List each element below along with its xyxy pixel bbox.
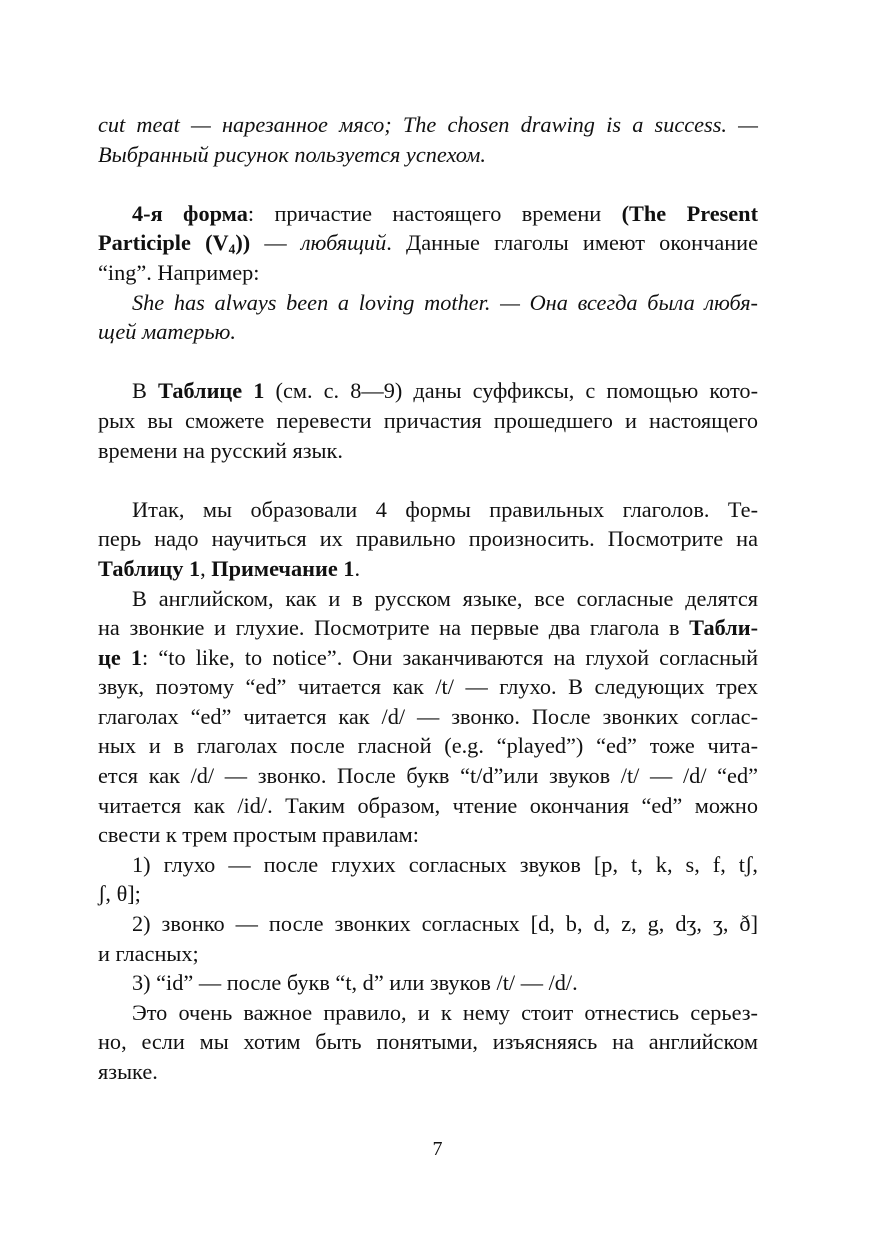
paragraph-example-loving: She has always been a loving mother. — Она всегда была любя- щей матерью. [98,289,758,345]
example-line-2: Выбранный рисунок пользуется успехом. [98,141,486,167]
example-line-1: cut meat — нарезанное мясо; The chosen drawing is a success. — [98,112,758,137]
rule-1: 1) глухо — после глухих согласных звуков [p, t, k, s, f, tʃ, [132,851,758,877]
table-ref: Таблице 1 [158,378,265,404]
page-body [98,110,758,1087]
form-label: 4-я форма [132,200,248,226]
rule-2: 2) звонко — после звонких согласных [d, b, d, z, g, dʒ, ʒ, ð] [132,911,758,937]
paragraph-important-rule: Это очень важное правило, и к нему стоит отнестись серьез- но, если мы хотим быть понятыми, изъясняясь на английском языке. [98,999,758,1084]
rules-list: 1) глухо — после глухих согласных звуков [p, t, k, s, f, tʃ, ʃ, θ]; 2) звонко — после звонких согласных [d, b, d, z, g, dʒ, ʒ, ð] и гласных; 3) “id” — после букв “t, d” или звуков /t/ — /d/. [98,850,758,998]
rule-3: 3) “id” — после букв “t, d” или звуков /t/ — /d/. [132,970,578,996]
paragraph-four-forms: Итак, мы образовали 4 формы правильных глаголов. Те- перь надо научиться их правильно произносить. Посмотрите на Таблицу 1, Примечание 1. [98,496,758,581]
paragraph-fourth-form: 4-я форма: причастие настоящего времени (The Present Participle $(V_4)$) — любящий. Данные глаголы имеют окончание “ing”. Например: [98,200,758,285]
page-number: 7 [432,1138,443,1160]
paragraph-table-reference: В Таблице 1 (см. с. 8—9) даны суффиксы, с помощью кото- рых вы сможете перевести причастия прошедшего и настоящего времени на русский язык. [98,378,758,463]
paragraph-voiced-voiceless: В английском, как и в русском языке, все согласные делятся на звонкие и глухие. Посмотрите на первые два глагола в Табли- це 1: “to like, to notice”. Они заканчиваются на глухой согласный звук, поэтому “ed” читается как /t/ — глухо. В следующих трех глаголах “ed” читается как /d/ — звонко. После звонких соглас- ных и в глаголах после гласной (e.g. “played”) “ed” тоже чита- ется как /d/ — звонко. После букв “t/d”или звуков /t/ — /d/ “ed” читается как /id/. Таким образом, чтение окончания “ed” можно свести к трем простым правилам: [98,585,759,848]
